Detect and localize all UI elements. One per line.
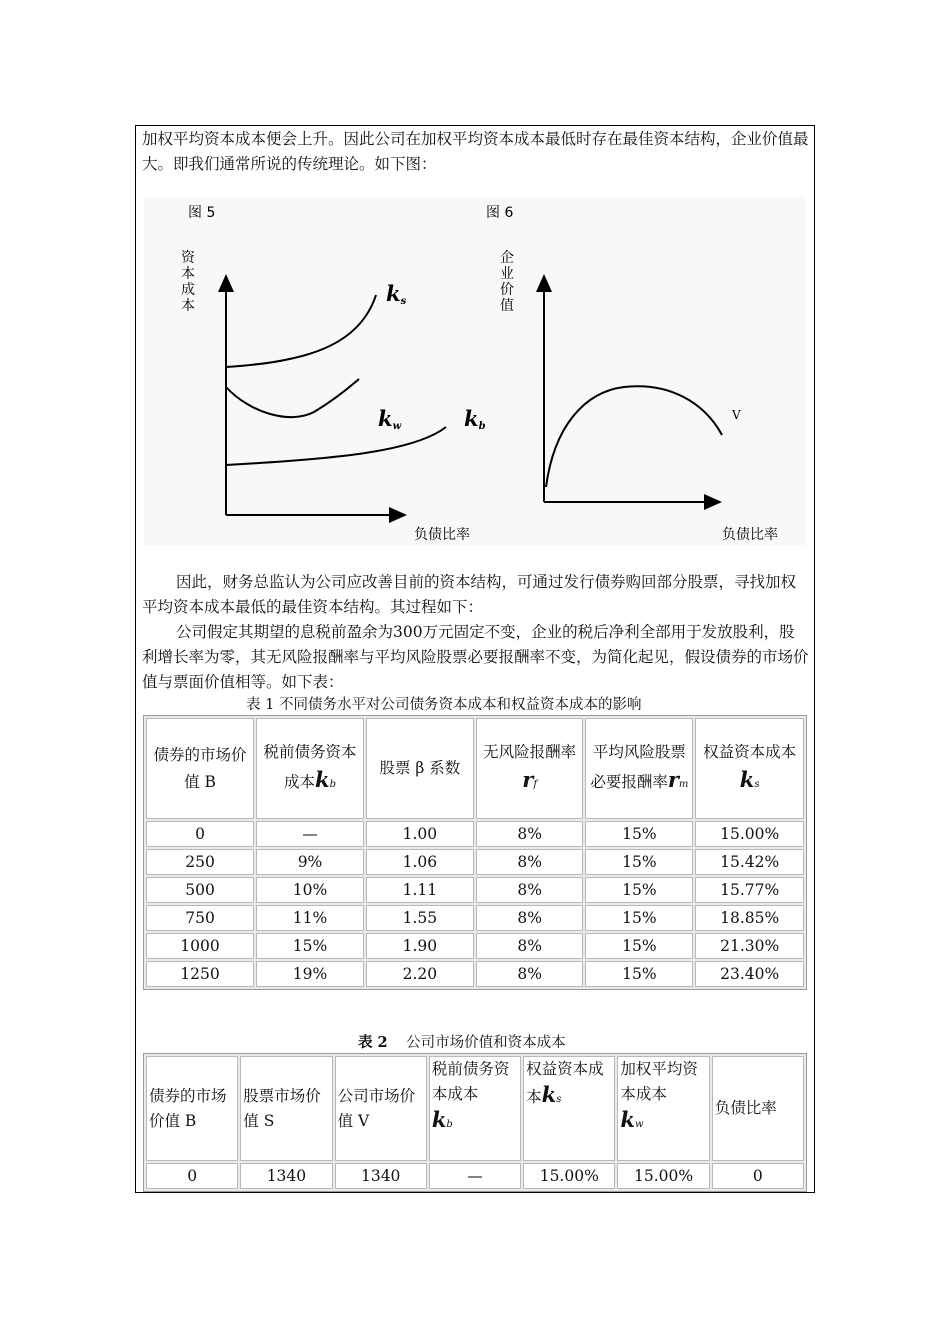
- table1-cell: 0: [146, 821, 254, 847]
- figure5-kb-curve: [226, 427, 446, 465]
- table1-cell: 2.20: [366, 961, 474, 987]
- table2-cell: 1340: [335, 1163, 427, 1189]
- paragraph-assumptions: 公司假定其期望的息税前盈余为300万元固定不变，企业的税后净利全部用于发放股利，股利增长率为零，其无风险报酬率与平均风险股票必要报酬率不变，为简化起见，假设债券的市场价值与票面价值相等。如下表：: [142, 623, 809, 691]
- table1-cell: 15%: [585, 877, 693, 903]
- table2-caption-text: 公司市场价值和资本成本: [406, 1035, 566, 1051]
- table1-cell: 1000: [146, 933, 254, 959]
- table2-header-pretax-debt-cost: 税前债务资本成本 kb: [429, 1056, 521, 1161]
- table1-cell: 250: [146, 849, 254, 875]
- table1-row: [146, 961, 804, 987]
- table1-cell: 1.06: [366, 849, 474, 875]
- table1-cell: 15.00%: [695, 821, 804, 847]
- table1-cell: 19%: [256, 961, 364, 987]
- table1-header-beta: 股票 β 系数: [366, 718, 474, 819]
- figure5-kw-curve: [226, 379, 359, 417]
- table1-cell: 8%: [476, 849, 584, 875]
- figures-panel: [144, 197, 806, 545]
- table1-cell: 15%: [585, 849, 693, 875]
- table1-row: [146, 905, 804, 931]
- table1-row: [146, 821, 804, 847]
- paragraph-traditional-theory: 加权平均资本成本便会上升。因此公司在加权平均资本成本最低时存在最佳资本结构，企业价值最大。即我们通常所说的传统理论。如下图：: [142, 130, 809, 173]
- table1-cell: 1.55: [366, 905, 474, 931]
- table2-header-row: [146, 1056, 804, 1161]
- table2-caption: [358, 1031, 566, 1052]
- table2-header-company-value: 公司市场价值 V: [335, 1056, 427, 1161]
- figure5-kw-label: kw: [378, 406, 402, 432]
- table1-cell: 8%: [476, 821, 584, 847]
- table2-caption-number: 表 2: [358, 1034, 388, 1051]
- table1-caption: 表 1 不同债务水平对公司债务资本成本和权益资本成本的影响: [246, 697, 642, 713]
- table1-cell: 15%: [256, 933, 364, 959]
- table1-cell: 1250: [146, 961, 254, 987]
- figure5-ylabel: 资本成本: [181, 250, 195, 314]
- table1-header-row: [146, 718, 804, 819]
- paragraph-improve-structure: 因此，财务总监认为公司应改善目前的资本结构，可通过发行债券购回部分股票，寻找加权平均资本成本最低的最佳资本结构。其过程如下：: [142, 573, 797, 616]
- table1-cell: 21.30%: [695, 933, 804, 959]
- table1-cell: 15.42%: [695, 849, 804, 875]
- table1-cell: 8%: [476, 933, 584, 959]
- table1-header-market-value: 债券的市场价值 B: [146, 718, 254, 819]
- table1-cell: 1.00: [366, 821, 474, 847]
- table1-cell: 750: [146, 905, 254, 931]
- figure6-v-label: V: [732, 408, 741, 422]
- table1-cell: 15.77%: [695, 877, 804, 903]
- table1-cell: 15%: [585, 961, 693, 987]
- table1-row: [146, 877, 804, 903]
- table1-cell: 23.40%: [695, 961, 804, 987]
- table1-row: [146, 933, 804, 959]
- table1-header-pretax-debt-cost: 税前债务资本成本kb: [256, 718, 364, 819]
- figures-svg: [144, 197, 806, 545]
- table1-cell: 500: [146, 877, 254, 903]
- table2-cell: 0: [146, 1163, 238, 1189]
- table1-cell: 9%: [256, 849, 364, 875]
- table2-header-bond-value: 债券的市场价值 B: [146, 1056, 238, 1161]
- table1-cell: 15%: [585, 905, 693, 931]
- table2-header-wacc: 加权平均资本成本 kw: [617, 1056, 709, 1161]
- table1-cell: 11%: [256, 905, 364, 931]
- table1-cell: 1.90: [366, 933, 474, 959]
- table2-body: [146, 1163, 804, 1189]
- table2-cell: —: [429, 1163, 521, 1189]
- table1-cell: 8%: [476, 905, 584, 931]
- table1: [143, 715, 807, 990]
- figure6-xlabel: 负债比率: [722, 527, 778, 543]
- table1-cell: 8%: [476, 961, 584, 987]
- table2-cell: 0: [712, 1163, 804, 1189]
- table2-cell: 1340: [240, 1163, 332, 1189]
- figure6-title: 图 6: [486, 205, 514, 221]
- table1-body: [146, 821, 804, 987]
- figure5-title: 图 5: [188, 205, 216, 221]
- table1-cell: 15%: [585, 821, 693, 847]
- table1-cell: 15%: [585, 933, 693, 959]
- table1-header-equity-cost: 权益资本成本ks: [695, 718, 804, 819]
- figure5-xlabel: 负债比率: [414, 527, 470, 543]
- table2-cell: 15.00%: [617, 1163, 709, 1189]
- table1-cell: 8%: [476, 877, 584, 903]
- table1-cell: —: [256, 821, 364, 847]
- figure6-ylabel: 企业价值: [500, 250, 514, 314]
- table2-header-stock-value: 股票市场价值 S: [240, 1056, 332, 1161]
- figure6-v-curve: [546, 386, 722, 487]
- figure5-kb-label: kb: [464, 406, 486, 432]
- table2: [143, 1053, 807, 1192]
- figure5-ks-curve: [226, 295, 376, 367]
- table2-header-debt-ratio: 负债比率: [712, 1056, 804, 1161]
- table1-cell: 10%: [256, 877, 364, 903]
- table2-header-equity-cost: 权益资本成本ks: [523, 1056, 615, 1161]
- table2-cell: 15.00%: [523, 1163, 615, 1189]
- table1-row: [146, 849, 804, 875]
- table1-header-risk-free-rate: 无风险报酬率rf: [476, 718, 584, 819]
- table1-cell: 18.85%: [695, 905, 804, 931]
- table1-cell: 1.11: [366, 877, 474, 903]
- table2-row: [146, 1163, 804, 1189]
- table1-header-market-return: 平均风险股票必要报酬率rm: [585, 718, 693, 819]
- figure5-ks-label: ks: [386, 281, 407, 307]
